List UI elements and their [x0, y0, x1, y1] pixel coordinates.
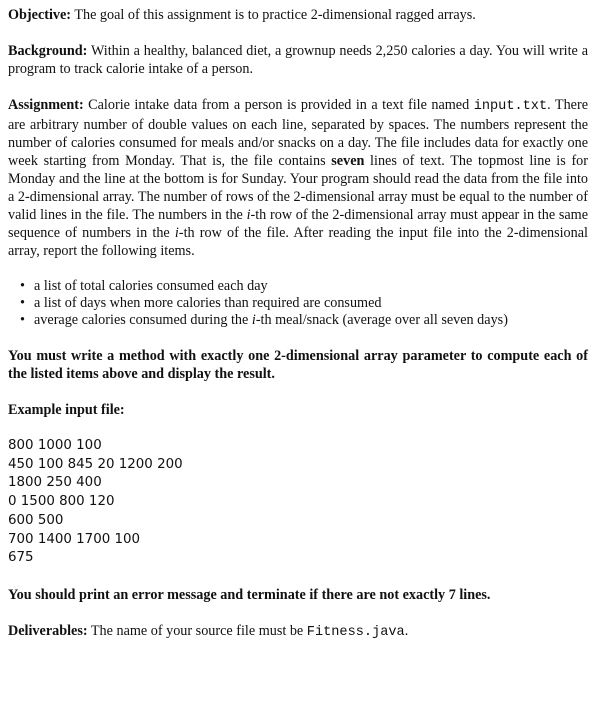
assignment-text-5: -th row of the file. After reading the input file into the 2-dimensional array, report the following items. [8, 225, 588, 259]
background-text: Within a healthy, balanced diet, a grownup needs 2,250 calories a day. You will write a program to track calorie intake of a person. [8, 43, 588, 77]
assignment-label: Assignment: [8, 97, 84, 113]
report-item-1: a list of total calories consumed each day [34, 278, 268, 294]
example-line: 700 1400 1700 100 [8, 531, 141, 547]
assignment-paragraph [8, 96, 588, 260]
objective-paragraph [8, 6, 588, 24]
seven-emphasis: seven [331, 153, 365, 169]
i-italic-2: i [174, 225, 179, 241]
example-heading-text: Example input file: [8, 402, 125, 418]
objective-label: Objective: [8, 7, 72, 23]
example-input-block [8, 437, 588, 568]
example-line: 0 1500 800 120 [8, 494, 115, 510]
example-heading [8, 401, 588, 419]
method-note [8, 347, 588, 383]
method-note-text: You must write a method with exactly one 2-dimensional array parameter to compute each of the listed items above and display the result. [8, 348, 588, 382]
error-note-text: You should print an error message and terminate if there are not exactly 7 lines. [8, 586, 491, 603]
i-italic-1: i [246, 207, 251, 223]
list-item [20, 295, 588, 312]
deliverables-paragraph [8, 622, 588, 642]
input-filename: input.txt [473, 99, 548, 114]
example-line: 1800 250 400 [8, 475, 102, 491]
list-item [20, 312, 588, 329]
assignment-text-3: lines of text. The topmost line is for Monday and the line at the bottom is for Sunday. Your program should read the data from the file into a 2-dimensional array. The number of rows of the 2-dimensional array must be equal to the number of valid lines in the file. The numbers in the [8, 153, 588, 223]
assignment-document [8, 6, 588, 642]
report-item-3-i: i [251, 312, 256, 328]
report-item-3-post: -th meal/snack (average over all seven days) [255, 312, 508, 328]
example-line: 450 100 845 20 1200 200 [8, 456, 183, 472]
report-items-list [8, 278, 588, 329]
deliverables-text: The name of your source file must be [87, 622, 307, 639]
background-label: Background: [8, 43, 88, 59]
deliverables-label: Deliverables: [8, 622, 88, 639]
error-note [8, 586, 588, 604]
objective-text: The goal of this assignment is to practice 2-dimensional ragged arrays. [71, 7, 476, 23]
assignment-text-4: -th row of the 2-dimensional array must appear in the same sequence of numbers in the [8, 207, 588, 241]
report-item-3-pre: average calories consumed during the [34, 312, 252, 328]
assignment-text-1: Calorie intake data from a person is provided in a text file named [83, 97, 474, 113]
list-item [20, 278, 588, 295]
assignment-text-2: . There are arbitrary number of double values on each line, separated by spaces. The numbers represent the number of calories consumed for meals and/or snacks on a day. The file includes data for exactly one week starting from Monday. That is, the file contains [8, 97, 588, 169]
example-line: 675 [8, 550, 34, 566]
deliverables-end: . [404, 622, 409, 639]
source-filename: Fitness.java [306, 624, 405, 640]
background-paragraph [8, 42, 588, 78]
example-line: 800 1000 100 [8, 438, 102, 453]
report-item-2: a list of days when more calories than required are consumed [34, 295, 382, 311]
example-line: 600 500 [8, 512, 64, 528]
